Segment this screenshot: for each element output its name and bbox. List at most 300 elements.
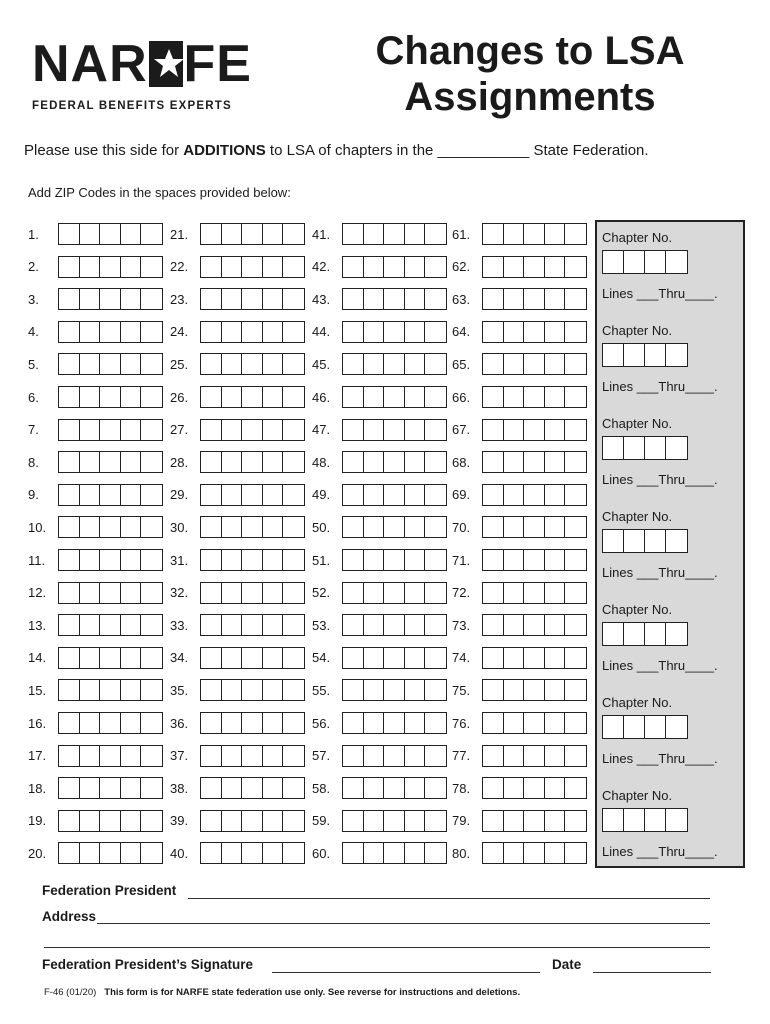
zip-digit-box[interactable]: [384, 387, 405, 407]
chapter-digit-box[interactable]: [603, 437, 624, 459]
zip-digit-box[interactable]: [343, 680, 364, 700]
zip-digit-box[interactable]: [141, 811, 162, 831]
zip-digit-box[interactable]: [524, 680, 545, 700]
zip-digit-box[interactable]: [121, 224, 142, 244]
zip-digit-box[interactable]: [343, 746, 364, 766]
zip-digit-box[interactable]: [483, 420, 504, 440]
chapter-digit-box[interactable]: [666, 530, 687, 552]
zip-code-input[interactable]: [200, 386, 305, 408]
chapter-digit-box[interactable]: [645, 530, 666, 552]
zip-digit-box[interactable]: [565, 420, 586, 440]
zip-code-input[interactable]: [58, 745, 163, 767]
federation-president-field[interactable]: [188, 898, 710, 899]
zip-code-input[interactable]: [482, 679, 587, 701]
chapter-digit-box[interactable]: [645, 251, 666, 273]
zip-digit-box[interactable]: [524, 289, 545, 309]
zip-digit-box[interactable]: [565, 713, 586, 733]
zip-digit-box[interactable]: [242, 648, 263, 668]
zip-digit-box[interactable]: [263, 452, 284, 472]
zip-digit-box[interactable]: [384, 811, 405, 831]
zip-code-input[interactable]: [342, 777, 447, 799]
zip-code-input[interactable]: [342, 484, 447, 506]
zip-digit-box[interactable]: [121, 680, 142, 700]
chapter-digit-box[interactable]: [624, 809, 645, 831]
zip-digit-box[interactable]: [483, 843, 504, 863]
zip-digit-box[interactable]: [201, 420, 222, 440]
zip-digit-box[interactable]: [283, 680, 304, 700]
zip-digit-box[interactable]: [242, 452, 263, 472]
zip-digit-box[interactable]: [59, 452, 80, 472]
zip-digit-box[interactable]: [545, 289, 566, 309]
chapter-digit-box[interactable]: [645, 716, 666, 738]
zip-code-input[interactable]: [342, 647, 447, 669]
zip-digit-box[interactable]: [283, 420, 304, 440]
zip-digit-box[interactable]: [343, 289, 364, 309]
zip-digit-box[interactable]: [545, 354, 566, 374]
zip-digit-box[interactable]: [565, 387, 586, 407]
chapter-digit-box[interactable]: [666, 251, 687, 273]
zip-digit-box[interactable]: [364, 778, 385, 798]
zip-code-input[interactable]: [200, 647, 305, 669]
zip-digit-box[interactable]: [141, 648, 162, 668]
zip-digit-box[interactable]: [242, 485, 263, 505]
zip-digit-box[interactable]: [201, 615, 222, 635]
zip-digit-box[interactable]: [405, 680, 426, 700]
zip-digit-box[interactable]: [100, 257, 121, 277]
zip-digit-box[interactable]: [121, 452, 142, 472]
zip-digit-box[interactable]: [343, 322, 364, 342]
zip-digit-box[interactable]: [384, 322, 405, 342]
zip-digit-box[interactable]: [141, 224, 162, 244]
chapter-no-input[interactable]: [602, 436, 688, 460]
zip-digit-box[interactable]: [242, 289, 263, 309]
zip-digit-box[interactable]: [263, 746, 284, 766]
zip-digit-box[interactable]: [59, 680, 80, 700]
zip-code-input[interactable]: [482, 777, 587, 799]
zip-digit-box[interactable]: [545, 322, 566, 342]
zip-digit-box[interactable]: [201, 517, 222, 537]
zip-digit-box[interactable]: [545, 517, 566, 537]
zip-digit-box[interactable]: [59, 257, 80, 277]
zip-digit-box[interactable]: [405, 746, 426, 766]
zip-digit-box[interactable]: [384, 713, 405, 733]
zip-digit-box[interactable]: [141, 452, 162, 472]
zip-digit-box[interactable]: [100, 746, 121, 766]
zip-digit-box[interactable]: [80, 485, 101, 505]
zip-digit-box[interactable]: [524, 387, 545, 407]
zip-digit-box[interactable]: [263, 680, 284, 700]
zip-code-input[interactable]: [342, 321, 447, 343]
zip-digit-box[interactable]: [80, 648, 101, 668]
zip-digit-box[interactable]: [100, 485, 121, 505]
zip-digit-box[interactable]: [384, 778, 405, 798]
zip-digit-box[interactable]: [222, 778, 243, 798]
zip-digit-box[interactable]: [121, 257, 142, 277]
zip-digit-box[interactable]: [80, 322, 101, 342]
zip-digit-box[interactable]: [283, 485, 304, 505]
zip-digit-box[interactable]: [201, 289, 222, 309]
zip-digit-box[interactable]: [201, 746, 222, 766]
zip-digit-box[interactable]: [384, 843, 405, 863]
zip-code-input[interactable]: [342, 516, 447, 538]
zip-digit-box[interactable]: [524, 583, 545, 603]
zip-digit-box[interactable]: [121, 420, 142, 440]
zip-digit-box[interactable]: [364, 289, 385, 309]
zip-digit-box[interactable]: [121, 354, 142, 374]
zip-code-input[interactable]: [482, 745, 587, 767]
zip-digit-box[interactable]: [59, 550, 80, 570]
zip-digit-box[interactable]: [343, 843, 364, 863]
zip-digit-box[interactable]: [425, 289, 446, 309]
zip-digit-box[interactable]: [565, 843, 586, 863]
zip-digit-box[interactable]: [483, 387, 504, 407]
date-field[interactable]: [593, 972, 711, 973]
zip-code-input[interactable]: [58, 842, 163, 864]
zip-digit-box[interactable]: [222, 257, 243, 277]
zip-digit-box[interactable]: [545, 778, 566, 798]
zip-digit-box[interactable]: [201, 387, 222, 407]
chapter-no-input[interactable]: [602, 529, 688, 553]
zip-digit-box[interactable]: [263, 224, 284, 244]
zip-digit-box[interactable]: [100, 224, 121, 244]
zip-digit-box[interactable]: [364, 420, 385, 440]
zip-digit-box[interactable]: [141, 778, 162, 798]
zip-code-input[interactable]: [482, 484, 587, 506]
zip-digit-box[interactable]: [59, 224, 80, 244]
zip-digit-box[interactable]: [80, 615, 101, 635]
chapter-lines-range[interactable]: Lines ___Thru____.: [602, 658, 718, 673]
zip-digit-box[interactable]: [100, 615, 121, 635]
zip-digit-box[interactable]: [405, 224, 426, 244]
chapter-lines-range[interactable]: Lines ___Thru____.: [602, 286, 718, 301]
zip-code-input[interactable]: [342, 745, 447, 767]
zip-digit-box[interactable]: [80, 680, 101, 700]
zip-digit-box[interactable]: [524, 420, 545, 440]
zip-code-input[interactable]: [342, 842, 447, 864]
zip-digit-box[interactable]: [425, 713, 446, 733]
zip-digit-box[interactable]: [263, 713, 284, 733]
zip-digit-box[interactable]: [483, 322, 504, 342]
zip-digit-box[interactable]: [141, 615, 162, 635]
zip-digit-box[interactable]: [263, 778, 284, 798]
zip-digit-box[interactable]: [343, 387, 364, 407]
zip-digit-box[interactable]: [80, 843, 101, 863]
zip-code-input[interactable]: [58, 777, 163, 799]
zip-digit-box[interactable]: [121, 583, 142, 603]
zip-digit-box[interactable]: [201, 257, 222, 277]
zip-digit-box[interactable]: [504, 224, 525, 244]
zip-digit-box[interactable]: [565, 485, 586, 505]
zip-digit-box[interactable]: [201, 713, 222, 733]
zip-digit-box[interactable]: [100, 713, 121, 733]
zip-digit-box[interactable]: [141, 387, 162, 407]
chapter-digit-box[interactable]: [645, 437, 666, 459]
zip-digit-box[interactable]: [100, 680, 121, 700]
zip-digit-box[interactable]: [80, 778, 101, 798]
zip-digit-box[interactable]: [263, 485, 284, 505]
zip-code-input[interactable]: [200, 712, 305, 734]
zip-digit-box[interactable]: [59, 746, 80, 766]
zip-code-input[interactable]: [482, 712, 587, 734]
zip-digit-box[interactable]: [524, 648, 545, 668]
zip-digit-box[interactable]: [384, 354, 405, 374]
zip-digit-box[interactable]: [364, 257, 385, 277]
zip-digit-box[interactable]: [545, 452, 566, 472]
zip-digit-box[interactable]: [565, 517, 586, 537]
zip-digit-box[interactable]: [201, 648, 222, 668]
zip-digit-box[interactable]: [59, 387, 80, 407]
zip-digit-box[interactable]: [283, 322, 304, 342]
zip-code-input[interactable]: [58, 712, 163, 734]
chapter-digit-box[interactable]: [666, 344, 687, 366]
zip-code-input[interactable]: [200, 451, 305, 473]
zip-digit-box[interactable]: [242, 843, 263, 863]
chapter-no-input[interactable]: [602, 622, 688, 646]
zip-digit-box[interactable]: [80, 289, 101, 309]
zip-digit-box[interactable]: [242, 517, 263, 537]
zip-digit-box[interactable]: [483, 289, 504, 309]
zip-digit-box[interactable]: [504, 778, 525, 798]
zip-digit-box[interactable]: [222, 811, 243, 831]
zip-digit-box[interactable]: [141, 746, 162, 766]
zip-digit-box[interactable]: [100, 517, 121, 537]
zip-digit-box[interactable]: [263, 420, 284, 440]
zip-digit-box[interactable]: [504, 387, 525, 407]
zip-digit-box[interactable]: [121, 550, 142, 570]
zip-digit-box[interactable]: [263, 615, 284, 635]
zip-digit-box[interactable]: [565, 354, 586, 374]
zip-digit-box[interactable]: [59, 648, 80, 668]
zip-digit-box[interactable]: [545, 257, 566, 277]
zip-code-input[interactable]: [482, 810, 587, 832]
zip-digit-box[interactable]: [121, 485, 142, 505]
zip-digit-box[interactable]: [141, 485, 162, 505]
zip-code-input[interactable]: [342, 679, 447, 701]
zip-digit-box[interactable]: [504, 648, 525, 668]
chapter-digit-box[interactable]: [624, 716, 645, 738]
zip-digit-box[interactable]: [565, 257, 586, 277]
zip-digit-box[interactable]: [222, 713, 243, 733]
address-field[interactable]: [97, 923, 710, 924]
zip-digit-box[interactable]: [283, 224, 304, 244]
zip-digit-box[interactable]: [59, 517, 80, 537]
zip-digit-box[interactable]: [59, 354, 80, 374]
zip-code-input[interactable]: [342, 353, 447, 375]
zip-digit-box[interactable]: [80, 583, 101, 603]
zip-digit-box[interactable]: [121, 713, 142, 733]
zip-code-input[interactable]: [200, 745, 305, 767]
zip-digit-box[interactable]: [425, 550, 446, 570]
chapter-digit-box[interactable]: [624, 623, 645, 645]
zip-digit-box[interactable]: [263, 387, 284, 407]
zip-digit-box[interactable]: [59, 811, 80, 831]
zip-digit-box[interactable]: [242, 322, 263, 342]
zip-digit-box[interactable]: [283, 615, 304, 635]
zip-digit-box[interactable]: [425, 485, 446, 505]
zip-digit-box[interactable]: [201, 452, 222, 472]
zip-digit-box[interactable]: [504, 257, 525, 277]
zip-digit-box[interactable]: [405, 648, 426, 668]
zip-digit-box[interactable]: [405, 713, 426, 733]
zip-digit-box[interactable]: [364, 517, 385, 537]
zip-code-input[interactable]: [342, 614, 447, 636]
zip-digit-box[interactable]: [384, 583, 405, 603]
zip-code-input[interactable]: [58, 549, 163, 571]
zip-code-input[interactable]: [58, 484, 163, 506]
zip-digit-box[interactable]: [364, 583, 385, 603]
zip-digit-box[interactable]: [283, 387, 304, 407]
zip-digit-box[interactable]: [59, 420, 80, 440]
zip-digit-box[interactable]: [343, 811, 364, 831]
zip-digit-box[interactable]: [524, 550, 545, 570]
zip-digit-box[interactable]: [405, 354, 426, 374]
zip-digit-box[interactable]: [364, 811, 385, 831]
zip-code-input[interactable]: [200, 582, 305, 604]
chapter-digit-box[interactable]: [624, 344, 645, 366]
zip-digit-box[interactable]: [405, 778, 426, 798]
zip-digit-box[interactable]: [504, 354, 525, 374]
zip-digit-box[interactable]: [222, 680, 243, 700]
zip-code-input[interactable]: [342, 256, 447, 278]
chapter-digit-box[interactable]: [645, 809, 666, 831]
zip-digit-box[interactable]: [100, 289, 121, 309]
zip-digit-box[interactable]: [425, 354, 446, 374]
zip-digit-box[interactable]: [222, 420, 243, 440]
zip-digit-box[interactable]: [121, 843, 142, 863]
zip-digit-box[interactable]: [263, 811, 284, 831]
zip-code-input[interactable]: [58, 223, 163, 245]
zip-code-input[interactable]: [58, 614, 163, 636]
chapter-digit-box[interactable]: [666, 623, 687, 645]
zip-digit-box[interactable]: [483, 648, 504, 668]
zip-digit-box[interactable]: [425, 452, 446, 472]
zip-digit-box[interactable]: [80, 550, 101, 570]
zip-digit-box[interactable]: [141, 289, 162, 309]
zip-digit-box[interactable]: [222, 517, 243, 537]
zip-digit-box[interactable]: [100, 322, 121, 342]
zip-digit-box[interactable]: [222, 452, 243, 472]
zip-digit-box[interactable]: [405, 615, 426, 635]
zip-code-input[interactable]: [58, 451, 163, 473]
zip-digit-box[interactable]: [242, 583, 263, 603]
zip-code-input[interactable]: [58, 288, 163, 310]
zip-digit-box[interactable]: [343, 583, 364, 603]
zip-digit-box[interactable]: [483, 746, 504, 766]
zip-code-input[interactable]: [58, 386, 163, 408]
chapter-no-input[interactable]: [602, 808, 688, 832]
chapter-lines-range[interactable]: Lines ___Thru____.: [602, 565, 718, 580]
zip-digit-box[interactable]: [100, 811, 121, 831]
zip-digit-box[interactable]: [141, 583, 162, 603]
chapter-lines-range[interactable]: Lines ___Thru____.: [602, 751, 718, 766]
zip-digit-box[interactable]: [483, 811, 504, 831]
zip-digit-box[interactable]: [121, 648, 142, 668]
chapter-digit-box[interactable]: [603, 623, 624, 645]
zip-digit-box[interactable]: [425, 322, 446, 342]
zip-digit-box[interactable]: [524, 257, 545, 277]
zip-digit-box[interactable]: [405, 550, 426, 570]
zip-digit-box[interactable]: [545, 224, 566, 244]
zip-digit-box[interactable]: [201, 550, 222, 570]
zip-digit-box[interactable]: [343, 257, 364, 277]
zip-digit-box[interactable]: [524, 485, 545, 505]
zip-digit-box[interactable]: [283, 452, 304, 472]
zip-digit-box[interactable]: [545, 648, 566, 668]
zip-digit-box[interactable]: [141, 713, 162, 733]
zip-digit-box[interactable]: [100, 778, 121, 798]
zip-code-input[interactable]: [342, 712, 447, 734]
zip-code-input[interactable]: [58, 353, 163, 375]
zip-digit-box[interactable]: [222, 843, 243, 863]
zip-digit-box[interactable]: [504, 746, 525, 766]
zip-digit-box[interactable]: [565, 648, 586, 668]
zip-digit-box[interactable]: [100, 843, 121, 863]
zip-digit-box[interactable]: [201, 322, 222, 342]
zip-digit-box[interactable]: [504, 680, 525, 700]
zip-digit-box[interactable]: [242, 354, 263, 374]
zip-code-input[interactable]: [342, 582, 447, 604]
zip-digit-box[interactable]: [80, 746, 101, 766]
zip-digit-box[interactable]: [59, 485, 80, 505]
zip-digit-box[interactable]: [283, 517, 304, 537]
zip-digit-box[interactable]: [364, 354, 385, 374]
zip-digit-box[interactable]: [80, 517, 101, 537]
zip-digit-box[interactable]: [141, 420, 162, 440]
zip-digit-box[interactable]: [59, 289, 80, 309]
zip-digit-box[interactable]: [405, 485, 426, 505]
zip-code-input[interactable]: [482, 582, 587, 604]
zip-digit-box[interactable]: [364, 550, 385, 570]
zip-digit-box[interactable]: [242, 778, 263, 798]
zip-digit-box[interactable]: [504, 322, 525, 342]
chapter-no-input[interactable]: [602, 343, 688, 367]
zip-digit-box[interactable]: [483, 583, 504, 603]
zip-digit-box[interactable]: [242, 420, 263, 440]
zip-digit-box[interactable]: [425, 224, 446, 244]
zip-digit-box[interactable]: [242, 224, 263, 244]
zip-digit-box[interactable]: [59, 778, 80, 798]
zip-digit-box[interactable]: [80, 811, 101, 831]
zip-digit-box[interactable]: [384, 420, 405, 440]
zip-digit-box[interactable]: [100, 420, 121, 440]
zip-digit-box[interactable]: [263, 648, 284, 668]
zip-digit-box[interactable]: [343, 485, 364, 505]
zip-digit-box[interactable]: [425, 843, 446, 863]
zip-digit-box[interactable]: [524, 354, 545, 374]
zip-code-input[interactable]: [482, 353, 587, 375]
zip-digit-box[interactable]: [384, 680, 405, 700]
zip-digit-box[interactable]: [524, 811, 545, 831]
zip-digit-box[interactable]: [384, 550, 405, 570]
address-line-2-field[interactable]: [44, 947, 710, 948]
zip-code-input[interactable]: [58, 256, 163, 278]
zip-digit-box[interactable]: [384, 485, 405, 505]
zip-digit-box[interactable]: [483, 224, 504, 244]
zip-digit-box[interactable]: [121, 811, 142, 831]
zip-digit-box[interactable]: [565, 746, 586, 766]
zip-digit-box[interactable]: [524, 843, 545, 863]
zip-code-input[interactable]: [482, 321, 587, 343]
signature-field[interactable]: [272, 972, 540, 973]
zip-digit-box[interactable]: [504, 485, 525, 505]
zip-digit-box[interactable]: [283, 550, 304, 570]
zip-digit-box[interactable]: [100, 354, 121, 374]
zip-digit-box[interactable]: [201, 583, 222, 603]
zip-code-input[interactable]: [200, 288, 305, 310]
zip-digit-box[interactable]: [121, 778, 142, 798]
chapter-digit-box[interactable]: [624, 530, 645, 552]
zip-digit-box[interactable]: [405, 289, 426, 309]
